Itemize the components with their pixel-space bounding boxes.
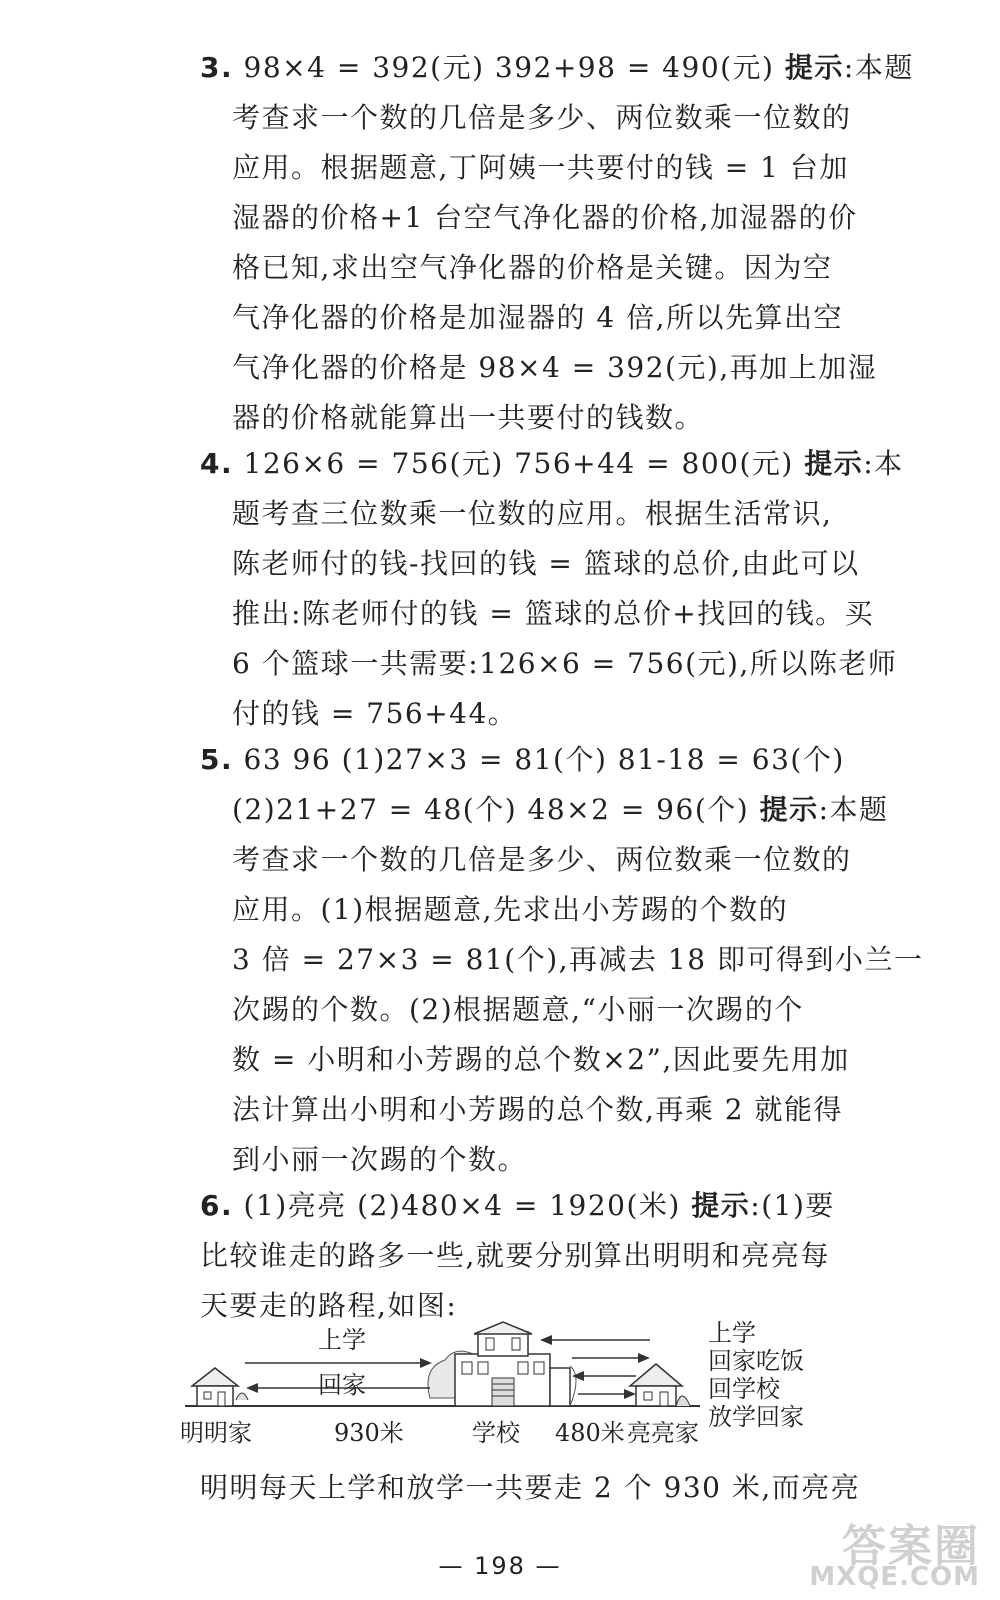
line-text: 气净化器的价格是 98×4 = 392(元),再加上加湿 <box>232 351 878 384</box>
line-text: 付的钱 = 756+44。 <box>232 697 518 730</box>
watermark-logo <box>790 1510 980 1595</box>
watermark-sub-text: MXQE.COM <box>809 1562 980 1592</box>
arrow-right-1-icon <box>540 1335 650 1345</box>
text-line <box>232 198 858 238</box>
answer-item-4 <box>200 444 904 484</box>
hint-label: 提示 <box>804 447 864 480</box>
text-line <box>232 544 860 584</box>
line-text: 格已知,求出空气净化器的价格是关键。因为空 <box>232 251 833 284</box>
text-line <box>232 940 923 980</box>
line-text: 到小丽一次踢的个数。 <box>232 1143 528 1176</box>
item-number: 3. <box>200 51 234 84</box>
line-text: 考查求一个数的几倍是多少、两位数乘一位数的 <box>232 101 852 134</box>
arrow-right-4-icon <box>578 1389 636 1399</box>
line-text-after: :本 <box>863 447 904 480</box>
line-text: 6 个篮球一共需要:126×6 = 756(元),所以陈老师 <box>232 647 898 680</box>
hint-label: 提示 <box>691 1189 751 1222</box>
line-text: 应用。(1)根据题意,先求出小芳踢的个数的 <box>232 893 789 926</box>
arrow-right-3-icon <box>572 1371 636 1381</box>
label-mingming-home: 明明家 <box>180 1419 252 1447</box>
text-line <box>232 248 832 288</box>
line-text-after: :(1)要 <box>750 1189 835 1222</box>
text-line <box>232 298 843 338</box>
label-distance-right: 480米 <box>555 1419 625 1447</box>
line-text-after: :本题 <box>843 51 914 84</box>
line-text: 天要走的路程,如图: <box>200 1289 458 1322</box>
line-text: 湿器的价格+1 台空气净化器的价格,加湿器的价 <box>232 201 858 234</box>
page-number: — 198 — <box>438 1552 562 1580</box>
text-line <box>232 1040 850 1080</box>
text-line <box>232 644 897 684</box>
text-line <box>232 148 849 188</box>
line-text-after: :本题 <box>818 793 889 826</box>
arrow-right-2-icon <box>572 1353 650 1363</box>
line-text: 数 = 小明和小芳踢的总个数×2”,因此要先用加 <box>232 1043 850 1076</box>
line-text: 陈老师付的钱-找回的钱 = 篮球的总价,由此可以 <box>232 547 860 580</box>
watermark-main-text: 答案圈 <box>842 1521 980 1572</box>
label-right-3: 回学校 <box>708 1375 780 1403</box>
item-number: 5. <box>200 743 234 776</box>
text-line <box>232 840 852 880</box>
hint-label: 提示 <box>784 51 844 84</box>
line-text: 比较谁走的路多一些,就要分别算出明明和亮亮每 <box>200 1239 830 1272</box>
text-line <box>200 1468 860 1508</box>
line-text: 推出:陈老师付的钱 = 篮球的总价+找回的钱。买 <box>232 597 875 630</box>
line-text: 63 96 (1)27×3 = 81(个) 81-18 = 63(个) <box>243 743 845 776</box>
line-text: 题考查三位数乘一位数的应用。根据生活常识, <box>232 497 833 530</box>
school-building-icon <box>428 1322 576 1406</box>
label-right-2: 回家吃饭 <box>708 1347 804 1375</box>
line-text: (2)21+27 = 48(个) 48×2 = 96(个) <box>232 793 760 826</box>
line-text: 考查求一个数的几倍是多少、两位数乘一位数的 <box>232 843 852 876</box>
text-line <box>232 348 877 388</box>
label-go-home: 回家 <box>318 1371 366 1399</box>
item-number: 6. <box>200 1189 234 1222</box>
label-school: 学校 <box>472 1419 520 1447</box>
line-text: 3 倍 = 27×3 = 81(个),再减去 18 即可得到小兰一 <box>232 943 924 976</box>
label-liangliang-home: 亮亮家 <box>627 1419 699 1447</box>
item-number: 4. <box>200 447 234 480</box>
answer-item-3 <box>200 48 914 88</box>
house-right-icon <box>630 1364 690 1406</box>
label-distance-left: 930米 <box>334 1419 404 1447</box>
text-line <box>232 398 704 438</box>
text-line <box>232 494 832 534</box>
text-line <box>232 990 804 1030</box>
text-line <box>232 790 889 830</box>
line-text: 98×4 = 392(元) 392+98 = 490(元) <box>243 51 785 84</box>
text-line <box>232 890 788 930</box>
text-line <box>232 1140 527 1180</box>
answer-item-6 <box>200 1186 835 1226</box>
hint-label: 提示 <box>759 793 819 826</box>
line-text: 器的价格就能算出一共要付的钱数。 <box>232 401 705 434</box>
house-left-icon <box>192 1368 248 1406</box>
line-text: 明明每天上学和放学一共要走 2 个 930 米,而亮亮 <box>200 1471 861 1504</box>
line-text: 126×6 = 756(元) 756+44 = 800(元) <box>243 447 805 480</box>
label-right-1: 上学 <box>708 1319 756 1347</box>
text-line <box>200 1236 830 1276</box>
text-line <box>232 98 852 138</box>
text-line <box>232 694 517 734</box>
arrow-to-school-icon <box>245 1358 432 1368</box>
line-text: 法计算出小明和小芳踢的总个数,再乘 2 就能得 <box>232 1093 844 1126</box>
line-text: (1)亮亮 (2)480×4 = 1920(米) <box>243 1189 692 1222</box>
text-line <box>232 594 874 634</box>
answer-item-5 <box>200 740 845 780</box>
line-text: 气净化器的价格是加湿器的 4 倍,所以先算出空 <box>232 301 844 334</box>
text-line <box>232 1090 843 1130</box>
label-right-4: 放学回家 <box>708 1403 804 1431</box>
line-text: 应用。根据题意,丁阿姨一共要付的钱 = 1 台加 <box>232 151 849 184</box>
line-text: 次踢的个数。(2)根据题意,“小丽一次踢的个 <box>232 993 804 1026</box>
label-go-school: 上学 <box>318 1326 366 1354</box>
